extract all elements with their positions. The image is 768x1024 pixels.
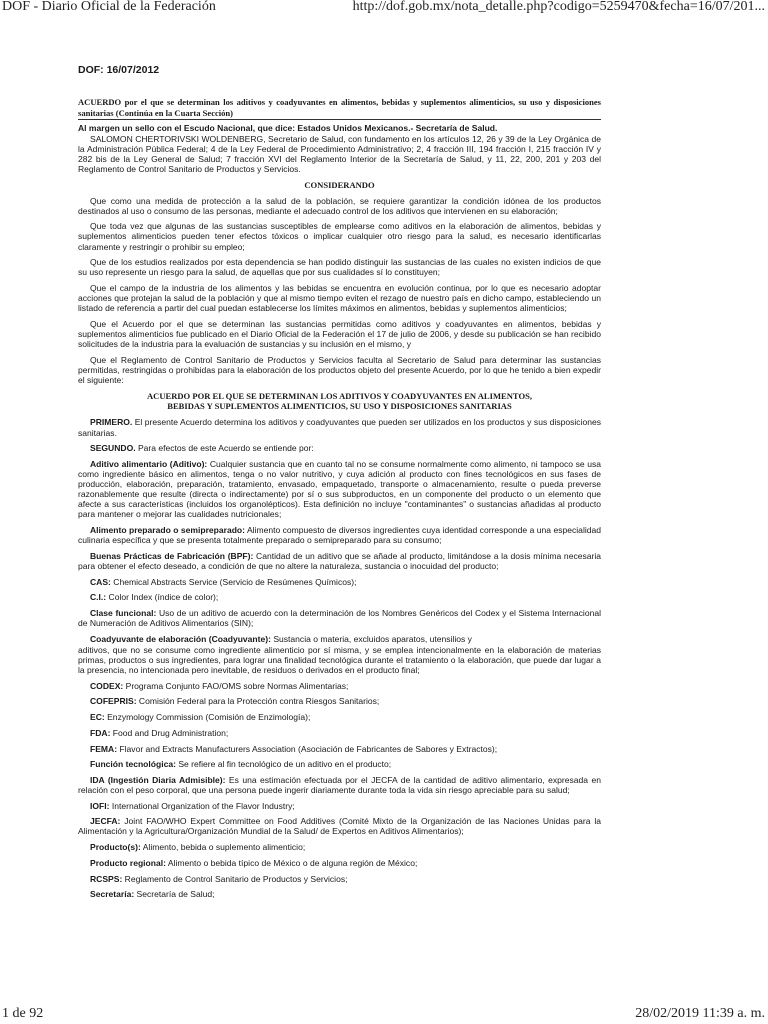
considerando-paragraph: Que el campo de la industria de los alimentos y las bebidas se encuentra en evolución continua, por lo que es necesario adoptar acciones que protejan la salud de la población y que al mismo tiempo eviten el rezago de nuestro país en dicho campo, estableciendo un listado de referencia a partir del cual puedan establecerse los límites máximos en alimentos, bebidas y suplementos alimenticios; bbox=[78, 283, 601, 314]
definition-item bbox=[78, 816, 601, 836]
definition-term: Función tecnológica: bbox=[90, 759, 176, 770]
definition-term: Buenas Prácticas de Fabricación (BPF): bbox=[90, 550, 254, 561]
definition-text: Comisión Federal para la Protección contra Riesgos Sanitarios; bbox=[136, 696, 380, 707]
definition-text: Food and Drug Administration; bbox=[110, 727, 229, 738]
article-text: Para efectos de este Acuerdo se entiende por: bbox=[135, 443, 314, 454]
definition-text: Reglamento de Control Sanitario de Productos y Servicios; bbox=[122, 873, 348, 884]
definition-text: Programa Conjunto FAO/OMS sobre Normas Alimentarias; bbox=[123, 680, 349, 691]
definition-term: FEMA: bbox=[90, 743, 118, 754]
definition-item bbox=[78, 775, 601, 795]
margin-note: Al margen un sello con el Escudo Nacional, que dice: Estados Unidos Mexicanos.- Secretaría de Salud. bbox=[78, 123, 498, 134]
article-segundo bbox=[78, 443, 601, 453]
preamble: SALOMON CHERTORIVSKI WOLDENBERG, Secretario de Salud, con fundamento en los artículos 12, 26 y 39 de la Ley Orgánica de la Administración Pública Federal; 4 de la Ley Federal de Procedimiento Administrativo; 2, 4 fracción III, 194 fracción I, 215 fracción IV y 282 bis de la Ley General de Salud; 7 fracción XVI del Reglamento Interior de la Secretaría de Salud, y 11, 22, 200, 201 y 203 del Reglamento de Control Sanitario de Productos y Servicios. bbox=[78, 134, 601, 175]
definition-text: Cantidad de un aditivo que se añade al producto, limitándose a la dosis mínima necesaria para obtener el efecto deseado, a condición de que no altere la naturaleza, sustancia o inocuidad del producto; bbox=[78, 550, 601, 571]
definition-item bbox=[78, 525, 601, 545]
definition-term: C.I.: bbox=[90, 592, 107, 603]
definition-text: International Organization of the Flavor Industry; bbox=[109, 800, 295, 811]
definition-item bbox=[78, 728, 601, 738]
definition-text: Alimento o bebida típico de México o de alguna región de México; bbox=[165, 857, 418, 868]
definition-text: Uso de un aditivo de acuerdo con la determinación de los Nombres Genéricos del Codex y el Sistema Internacional de Numeración de Aditivos Alimentarios (SIN); bbox=[78, 608, 601, 629]
definition-text: Chemical Abstracts Service (Servicio de Resúmenes Químicos); bbox=[110, 576, 357, 587]
definitions-list bbox=[78, 459, 601, 644]
considerandos-list bbox=[78, 196, 601, 385]
definition-term: Secretaría: bbox=[90, 889, 135, 900]
article-term: SEGUNDO. bbox=[90, 443, 136, 454]
definition-item bbox=[78, 551, 601, 571]
definition-text: Se refiere al fin tecnológico de un aditivo en el producto; bbox=[175, 759, 392, 770]
definition-term: IDA (Ingestión Diaria Admisible): bbox=[90, 774, 226, 785]
definition-term: EC: bbox=[90, 712, 105, 723]
page-title: DOF - Diario Oficial de la Federación bbox=[2, 0, 216, 14]
definition-term: Clase funcional: bbox=[90, 608, 157, 618]
definition-term: JECFA: bbox=[90, 816, 121, 827]
definitions-list-continued bbox=[78, 681, 601, 900]
definition-text: Alimento compuesto de diversos ingredientes cuya identidad corresponde a una especialidad culinaria específica y que se presenta totalmente preparado o semipreparado para su consumo; bbox=[78, 525, 601, 546]
print-datetime: 28/02/2019 11:39 a. m. bbox=[635, 1006, 765, 1021]
definition-term: IOFI: bbox=[90, 800, 110, 811]
article-text: El presente Acuerdo determina los aditivos y coadyuvantes que pueden ser utilizados en los productos y sus disposiciones sanitarias. bbox=[78, 417, 601, 438]
definition-term: Alimento preparado o semipreparado: bbox=[90, 525, 245, 536]
article-primero bbox=[78, 417, 601, 437]
definition-item bbox=[78, 681, 601, 691]
definition-item bbox=[78, 744, 601, 754]
definition-text: Secretaría de Salud; bbox=[134, 889, 215, 900]
acuerdo-title: ACUERDO por el que se determinan los aditivos y coadyuvantes en alimentos, bebidas y suplementos alimenticios, su uso y disposiciones sanitarias (Continúa en la Cuarta Sección) bbox=[78, 97, 601, 120]
dof-date: DOF: 16/07/2012 bbox=[78, 64, 160, 76]
definition-text: Alimento, bebida o suplemento alimenticio; bbox=[140, 842, 306, 853]
definition-term: Coadyuvante de elaboración (Coadyuvante): bbox=[90, 633, 271, 644]
definition-item bbox=[78, 634, 601, 644]
acuerdo-heading bbox=[78, 391, 601, 412]
definition-text: Color Index (índice de color); bbox=[106, 592, 219, 603]
definition-term: Producto regional: bbox=[90, 857, 166, 868]
definition-term: RCSPS: bbox=[90, 873, 123, 884]
definition-term: Producto(s): bbox=[90, 842, 141, 853]
definition-item bbox=[78, 608, 601, 628]
considerando-paragraph: Que como una medida de protección a la salud de la población, se requiere garantizar la condición idónea de los productos destinados al uso o consumo de las personas, mediante el adecuado control de los aditivos que intervienen en su elaboración; bbox=[78, 195, 601, 216]
definition-item bbox=[78, 889, 601, 899]
definition-text: Sustancia o materia, excluidos aparatos, utensilios y bbox=[270, 633, 472, 644]
definition-text: Enzymology Commission (Comisión de Enzimología); bbox=[104, 712, 311, 723]
definition-term: COFEPRIS: bbox=[90, 696, 137, 707]
definition-term: Aditivo alimentario (Aditivo): bbox=[90, 458, 208, 469]
definition-item bbox=[78, 759, 601, 769]
definition-item bbox=[78, 842, 601, 852]
document-body bbox=[78, 60, 601, 905]
definition-term: CODEX: bbox=[90, 680, 124, 691]
article-term: PRIMERO. bbox=[90, 417, 133, 428]
coadyuvante-continuation: aditivos, que no se consume como ingrediente alimenticio por sí misma, y se emplea intencionalmente en la elaboración de materias primas, productos o sus ingredientes, para lograr una finalidad tecnológica durante el tratamiento o la elaboración, que puede dar lugar a la presencia, no intencionada pero inevitable, de residuos o derivados en el producto final; bbox=[78, 644, 601, 676]
considerando-paragraph: Que toda vez que algunas de las sustancias susceptibles de emplearse como aditivos en la elaboración de alimentos, bebidas y suplementos alimenticios pueden tener efectos tóxicos o implicar cualquier otro riesgo para la salud, es necesario identificarlas claramente y restringir o prohibir su empleo; bbox=[78, 221, 601, 252]
definition-term: FDA: bbox=[90, 727, 111, 738]
definition-text: Flavor and Extracts Manufacturers Association (Asociación de Fabricantes de Sabores y Extractos); bbox=[117, 743, 498, 754]
definition-item bbox=[78, 712, 601, 722]
definition-item bbox=[78, 577, 601, 587]
page-count: 1 de 92 bbox=[2, 1006, 44, 1021]
definition-term: CAS: bbox=[90, 576, 111, 587]
considerando-paragraph: Que el Acuerdo por el que se determinan las sustancias permitidas como aditivos y coadyuvantes en alimentos, bebidas y suplementos alimenticios fue publicado en el Diario Oficial de la Federación el 17 de julio de 2006, y desde su publicación se han recibido solicitudes de la industria para la evaluación de sustancias y su inclusión en el mismo, y bbox=[78, 318, 601, 350]
definition-item bbox=[78, 874, 601, 884]
considerando-paragraph: Que de los estudios realizados por esta dependencia se han podido distinguir las sustancias de las cuales no existen indicios de que su uso represente un riesgo para la salud, de aquellas que por sus cualidades sí lo constituyen; bbox=[78, 257, 601, 278]
definition-item bbox=[78, 696, 601, 706]
acuerdo-heading-line2: BEBIDAS Y SUPLEMENTOS ALIMENTICIOS, SU USO Y DISPOSICIONES SANITARIAS bbox=[167, 401, 512, 412]
definition-item bbox=[78, 858, 601, 868]
definition-text: Cualquier sustancia que en cuanto tal no se consume normalmente como alimento, ni tampoco se usa como ingrediente básico en alimentos, tenga o no valor nutritivo, y cuya adición al producto con fines tecnológicos en sus fases de producción, elaboración, preparación, tratamiento, envasado, empaquetado, transporte o almacenamiento, resulte o pueda preverse razonablemente que resulte (directa o indirectamente) por sí o sus subproductos, en un componente del producto o un elemento que afecte a sus características (incluidos los organolépticos). Esta definición no incluye "contaminantes" o sustancias añadidas al producto para mantener o mejorar las cualidades nutricionales; bbox=[78, 458, 601, 520]
considerando-paragraph: Que el Reglamento de Control Sanitario de Productos y Servicios faculta al Secretario de Salud para determinar las sustancias permitidas, restringidas o prohibidas para la elaboración de los productos objeto del presente Acuerdo, por lo que he tenido a bien expedir el siguiente: bbox=[78, 354, 601, 385]
definition-item bbox=[78, 459, 601, 520]
acuerdo-heading-line1: ACUERDO POR EL QUE SE DETERMINAN LOS ADITIVOS Y COADYUVANTES EN ALIMENTOS, bbox=[147, 390, 532, 401]
definition-text: Joint FAO/WHO Expert Committee on Food Additives (Comité Mixto de la Organización de las Naciones Unidas para la Alimentación y la Agricultura/Organización Mundial de la Salud/ de Expertos en Aditivos Alimentarios); bbox=[78, 816, 601, 837]
considerando-heading: CONSIDERANDO bbox=[304, 180, 375, 191]
page-url[interactable]: http://dof.gob.mx/nota_detalle.php?codigo=5259470&fecha=16/07/201... bbox=[352, 0, 765, 14]
definition-item bbox=[78, 592, 601, 602]
definition-item bbox=[78, 801, 601, 811]
definition-text: Es una estimación efectuada por el JECFA de la cantidad de aditivo alimentario, expresada en relación con el peso corporal, que una persona puede ingerir diariamente durante toda la vida sin riesgo apreciable para su salud; bbox=[78, 774, 601, 795]
